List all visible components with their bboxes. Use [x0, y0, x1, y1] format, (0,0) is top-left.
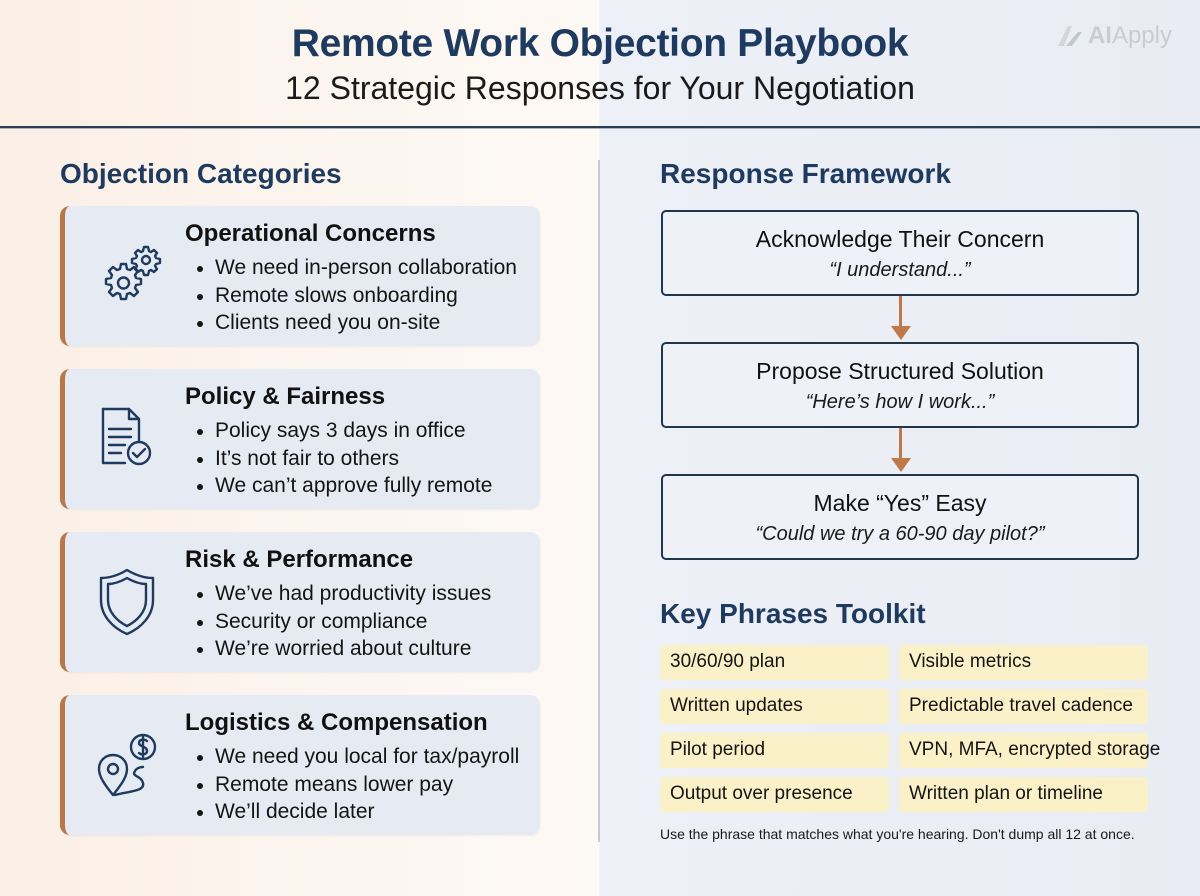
- objection-item: Policy says 3 days in office: [195, 417, 492, 445]
- phrase-chip: Written updates: [660, 689, 889, 724]
- objection-list: [195, 417, 492, 500]
- objection-item: Remote slows onboarding: [195, 282, 517, 310]
- phrase-chip: Written plan or timeline: [899, 777, 1148, 812]
- objection-item: Security or compliance: [195, 608, 491, 636]
- response-framework-heading: Response Framework: [660, 158, 951, 189]
- flow-step-propose: [661, 342, 1139, 428]
- category-card-operational: [60, 206, 540, 346]
- gears-icon: [95, 240, 165, 312]
- step-title: Propose Structured Solution: [756, 358, 1044, 384]
- phrase-chip: Output over presence: [660, 777, 889, 812]
- phrase-chip: VPN, MFA, encrypted storage: [899, 733, 1148, 768]
- objection-list: [195, 254, 517, 337]
- phrase-chip: Predictable travel cadence: [899, 689, 1148, 724]
- page-subtitle: 12 Strategic Responses for Your Negotiation: [285, 70, 915, 106]
- category-title: Operational Concerns: [185, 220, 436, 247]
- step-quote: “Could we try a 60-90 day pilot?”: [755, 523, 1045, 545]
- step-title: Acknowledge Their Concern: [755, 226, 1045, 252]
- phrase-chip: Visible metrics: [899, 645, 1148, 680]
- objection-item: We’ll decide later: [195, 798, 519, 826]
- category-card-logistics: [60, 695, 540, 835]
- objection-item: Clients need you on-site: [195, 309, 517, 337]
- objection-item: We’ve had productivity issues: [195, 580, 491, 608]
- flow-step-acknowledge: [661, 210, 1139, 296]
- category-card-risk: [60, 532, 540, 672]
- step-title: Make “Yes” Easy: [813, 490, 987, 516]
- category-title: Logistics & Compensation: [185, 709, 488, 736]
- page-title: Remote Work Objection Playbook: [291, 22, 909, 65]
- objection-item: We’re worried about culture: [195, 635, 491, 663]
- document-check-icon: [95, 403, 165, 475]
- category-title: Risk & Performance: [185, 546, 414, 573]
- category-title: Policy & Fairness: [185, 383, 386, 410]
- location-dollar-icon: [95, 729, 165, 801]
- step-quote: “Here’s how I work...”: [805, 391, 995, 413]
- header: [0, 0, 1200, 128]
- objection-item: It’s not fair to others: [195, 445, 492, 473]
- brand-name: Apply: [1111, 22, 1172, 49]
- objection-item: We need you local for tax/payroll: [195, 743, 519, 771]
- brand-logo: [1056, 22, 1172, 50]
- shield-icon: [95, 566, 165, 638]
- column-divider: [598, 160, 600, 842]
- objection-item: We need in-person collaboration: [195, 254, 517, 282]
- objection-list: [195, 580, 491, 663]
- category-card-policy: [60, 369, 540, 509]
- phrase-grid: [660, 645, 1161, 812]
- toolkit-footnote: Use the phrase that matches what you're hearing. Don't dump all 12 at once.: [660, 826, 1135, 842]
- brand-mark: AI: [1087, 22, 1112, 49]
- phrase-chip: 30/60/90 plan: [660, 645, 889, 680]
- phrase-chip: Pilot period: [660, 733, 889, 768]
- key-phrases-heading: Key Phrases Toolkit: [660, 598, 926, 629]
- step-quote: “I understand...”: [829, 259, 971, 281]
- objection-categories-heading: Objection Categories: [60, 158, 342, 189]
- objection-item: Remote means lower pay: [195, 771, 519, 799]
- aiapply-logo-icon: [1056, 24, 1084, 48]
- flow-arrow-icon: [891, 428, 911, 474]
- flow-step-make-yes-easy: [661, 474, 1139, 560]
- flow-arrow-icon: [891, 296, 911, 342]
- objection-item: We can’t approve fully remote: [195, 472, 492, 500]
- objection-list: [195, 743, 519, 826]
- header-divider: [0, 126, 1200, 129]
